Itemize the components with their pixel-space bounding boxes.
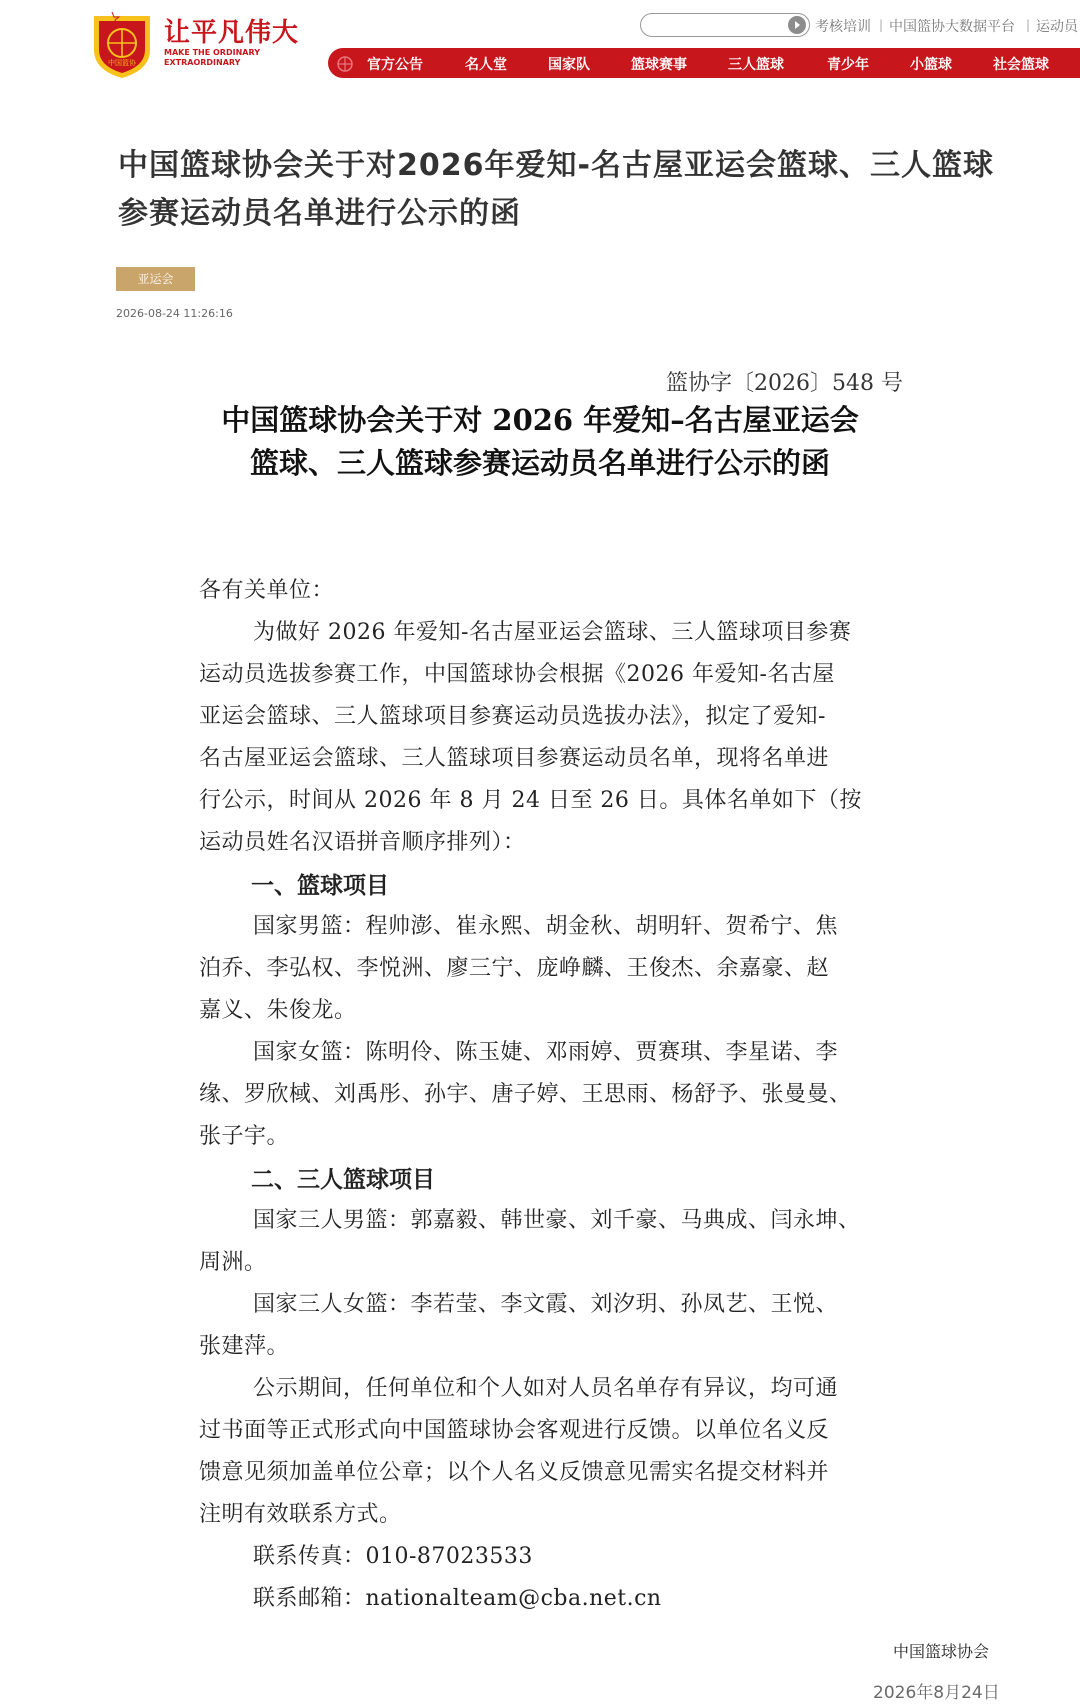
document-number: 篮协字〔2026〕548 号 xyxy=(666,371,903,396)
search-icon xyxy=(788,16,806,34)
nav-events[interactable]: 篮球赛事 xyxy=(631,57,687,73)
signature-organization: 中国篮球协会 xyxy=(893,1642,990,1661)
nav-3x3[interactable]: 三人篮球 xyxy=(728,57,784,73)
section-heading-basketball: 一、篮球项目 xyxy=(251,873,389,899)
nav-official-notice[interactable]: 官方公告 xyxy=(367,57,423,73)
men-3x3-roster-line: 国家三人男篮：郭嘉毅、韩世豪、刘千豪、马典成、闫永坤、 xyxy=(253,1208,861,1233)
section-heading-3x3: 二、三人篮球项目 xyxy=(251,1167,435,1193)
search-button[interactable] xyxy=(788,16,806,34)
women-roster-line: 缘、罗欣棫、刘禹彤、孙宇、唐子婷、王思雨、杨舒予、张曼曼、 xyxy=(199,1082,852,1107)
paragraph-line: 为做好 2026 年爱知-名古屋亚运会篮球、三人篮球项目参赛 xyxy=(253,620,852,645)
paragraph-line: 行公示，时间从 2026 年 8 月 24 日至 26 日。具体名单如下（按 xyxy=(199,788,862,813)
link-divider: | xyxy=(1026,18,1031,32)
notice-line: 过书面等正式形式向中国篮球协会客观进行反馈。以单位名义反 xyxy=(199,1418,830,1443)
women-roster-line: 国家女篮：陈明伶、陈玉婕、邓雨婷、贾赛琪、李星诺、李 xyxy=(253,1040,839,1065)
men-roster-line: 嘉义、朱俊龙。 xyxy=(199,998,357,1023)
signature-date: 2026年8月24日 xyxy=(873,1683,1000,1703)
slogan-english-line2: EXTRAORDINARY xyxy=(164,58,241,67)
top-link-training[interactable]: 考核培训 xyxy=(815,19,871,35)
main-nav xyxy=(328,48,1080,78)
nav-youth[interactable]: 青少年 xyxy=(827,57,869,73)
cba-logo[interactable] xyxy=(90,10,154,80)
notice-line: 注明有效联系方式。 xyxy=(199,1502,402,1527)
slogan-english-line1: MAKE THE ORDINARY xyxy=(164,48,260,57)
link-divider: | xyxy=(879,18,884,32)
top-link-data-platform[interactable]: 中国篮协大数据平台 xyxy=(889,19,1015,35)
search-input[interactable] xyxy=(640,13,810,37)
document-title-line1: 中国篮球协会关于对 2026 年爱知–名古屋亚运会 xyxy=(221,403,859,437)
nav-national-team[interactable]: 国家队 xyxy=(548,57,590,73)
paragraph-line: 亚运会篮球、三人篮球项目参赛运动员选拔办法》，拟定了爱知- xyxy=(199,704,826,729)
logo-text: 中国篮协 xyxy=(108,59,136,67)
notice-line: 馈意见须加盖单位公章；以个人名义反馈意见需实名提交材料并 xyxy=(199,1460,830,1485)
paragraph-line: 名古屋亚运会篮球、三人篮球项目参赛运动员名单，现将名单进 xyxy=(199,746,830,771)
publish-date: 2026-08-24 11:26:16 xyxy=(116,307,233,320)
nav-hall-of-fame[interactable]: 名人堂 xyxy=(465,57,507,73)
slogan-english xyxy=(164,48,260,68)
contact-email: 联系邮箱：nationalteam@cba.net.cn xyxy=(253,1586,662,1611)
women-3x3-roster-line: 国家三人女篮：李若莹、李文霞、刘汐玥、孙凤艺、王悦、 xyxy=(253,1292,839,1317)
basketball-shield-icon xyxy=(90,10,154,80)
contact-fax: 联系传真：010-87023533 xyxy=(253,1544,533,1569)
page-title: 中国篮球协会关于对2026年爱知-名古屋亚运会篮球、三人篮球参赛运动员名单进行公示的函 xyxy=(118,148,994,231)
men-roster-line: 国家男篮：程帅澎、崔永熙、胡金秋、胡明轩、贺希宁、焦 xyxy=(253,914,839,939)
notice-line: 公示期间，任何单位和个人如对人员名单存有异议，均可通 xyxy=(253,1376,839,1401)
paragraph-line: 运动员选拔参赛工作，中国篮球协会根据《2026 年爱知-名古屋 xyxy=(199,662,835,687)
nav-community[interactable]: 社会篮球 xyxy=(993,57,1049,73)
women-roster-line: 张子宇。 xyxy=(199,1124,290,1149)
nav-basketball-icon xyxy=(336,55,354,77)
category-badge[interactable]: 亚运会 xyxy=(116,267,195,291)
women-3x3-roster-line: 张建萍。 xyxy=(199,1334,290,1359)
watermark-fade xyxy=(1000,1640,1080,1708)
salutation: 各有关单位： xyxy=(199,578,335,603)
men-3x3-roster-line: 周洲。 xyxy=(199,1250,267,1275)
nav-mini-basketball[interactable]: 小篮球 xyxy=(910,57,952,73)
paragraph-line: 运动员姓名汉语拼音顺序排列）： xyxy=(199,830,526,855)
document-title-line2: 篮球、三人篮球参赛运动员名单进行公示的函 xyxy=(249,446,830,480)
slogan: 让平凡伟大 xyxy=(164,18,300,48)
top-link-athletes[interactable]: 运动员 xyxy=(1036,19,1078,35)
men-roster-line: 泊乔、李弘权、李悦洲、廖三宁、庞峥麟、王俊杰、余嘉豪、赵 xyxy=(199,956,830,981)
